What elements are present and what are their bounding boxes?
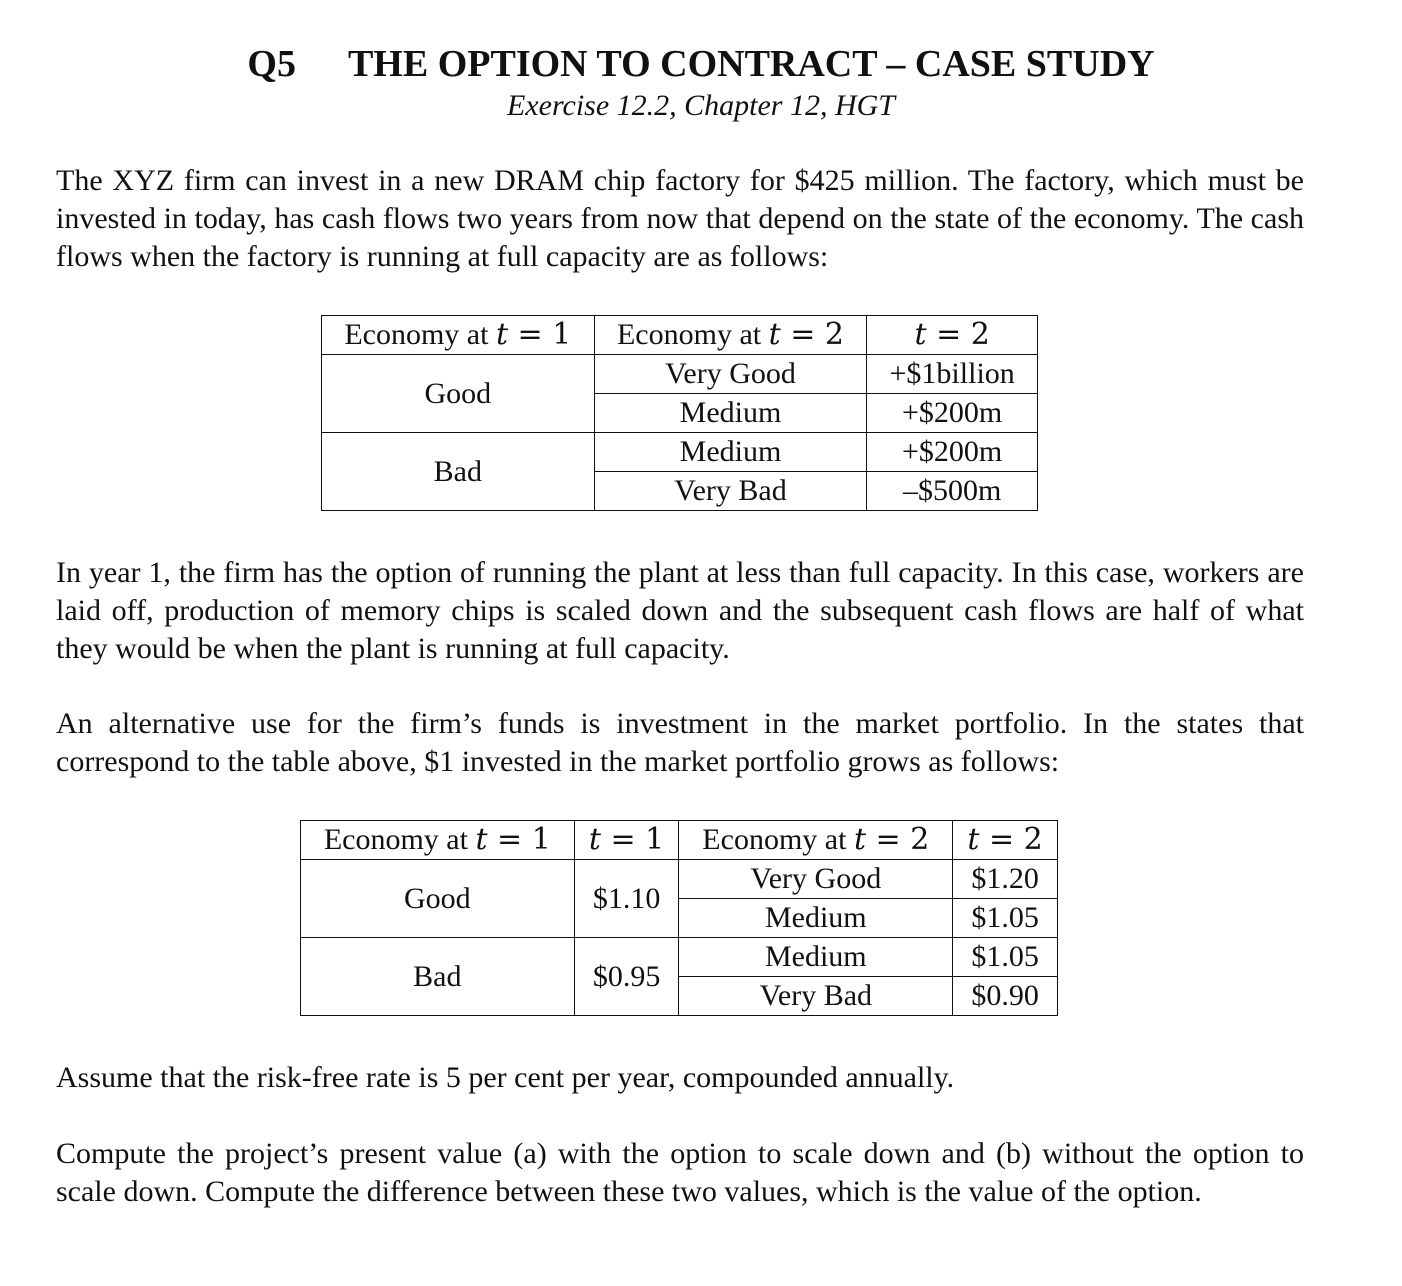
- header-economy-t2: Economy at t = 2: [594, 316, 867, 355]
- intro-paragraph: The XYZ firm can invest in a new DRAM chip factory for $425 million. The factory, which must be invested in today, has cash flows two years from now that depend on the state of the economy. The cash flows when the factory is running at full capacity are as follows:: [56, 164, 1304, 273]
- table-header-row: [322, 316, 1038, 355]
- economy-t1-cell: Good: [322, 355, 595, 433]
- risk-free-paragraph: Assume that the risk-free rate is 5 per cent per year, compounded annually.: [56, 1061, 955, 1094]
- market-portfolio-table: [300, 820, 1058, 1016]
- value-t2-cell: $1.05: [953, 899, 1058, 938]
- task-paragraph: Compute the project’s present value (a) with the option to scale down and (b) without the option to scale down. Compute the difference between these two values, which is the value of the option.: [56, 1137, 1304, 1208]
- value-t2-cell: $1.05: [953, 938, 1058, 977]
- economy-t2-cell: Very Good: [679, 860, 953, 899]
- header-t1-value: t = 1: [574, 821, 679, 860]
- header-economy-t1: Economy at t = 1: [301, 821, 575, 860]
- header-t2-cash-flow: t = 2: [867, 316, 1038, 355]
- table-row: [301, 938, 1058, 977]
- table-row: [322, 433, 1038, 472]
- header-t2-value: t = 2: [953, 821, 1058, 860]
- alternative-paragraph: An alternative use for the firm’s funds is investment in the market portfolio. In the states that correspond to the table above, $1 invested in the market portfolio grows as follows:: [56, 707, 1304, 778]
- cash-flow-cell: +$200m: [867, 433, 1038, 472]
- economy-t1-cell: Good: [301, 860, 575, 938]
- economy-t1-cell: Bad: [301, 938, 575, 1016]
- value-t2-cell: $1.20: [953, 860, 1058, 899]
- table-row: [322, 355, 1038, 394]
- cash-flow-cell: –$500m: [867, 472, 1038, 511]
- cash-flow-cell: +$200m: [867, 394, 1038, 433]
- economy-t2-cell: Medium: [679, 938, 953, 977]
- economy-t2-cell: Medium: [679, 899, 953, 938]
- header-economy-t2: Economy at t = 2: [679, 821, 953, 860]
- table-row: [301, 860, 1058, 899]
- value-t1-cell: $1.10: [574, 860, 679, 938]
- economy-t2-cell: Very Bad: [679, 977, 953, 1016]
- economy-t2-cell: Very Bad: [594, 472, 867, 511]
- question-number: Q5: [247, 43, 296, 85]
- cash-flow-cell: +$1billion: [867, 355, 1038, 394]
- page-title: THE OPTION TO CONTRACT – CASE STUDY: [347, 43, 1155, 85]
- value-t2-cell: $0.90: [953, 977, 1058, 1016]
- value-t1-cell: $0.95: [574, 938, 679, 1016]
- table-header-row: [301, 821, 1058, 860]
- economy-t2-cell: Medium: [594, 433, 867, 472]
- economy-t1-cell: Bad: [322, 433, 595, 511]
- economy-t2-cell: Medium: [594, 394, 867, 433]
- heading-block: [0, 40, 1402, 124]
- title-line: [0, 40, 1402, 88]
- header-economy-t1: Economy at t = 1: [322, 316, 595, 355]
- page-subtitle: Exercise 12.2, Chapter 12, HGT: [506, 89, 895, 122]
- economy-t2-cell: Very Good: [594, 355, 867, 394]
- cash-flow-table: [321, 315, 1038, 511]
- option-paragraph: In year 1, the firm has the option of running the plant at less than full capacity. In this case, workers are laid off, production of memory chips is scaled down and the subsequent cash flows are half of what they would be when the plant is running at full capacity.: [56, 556, 1304, 665]
